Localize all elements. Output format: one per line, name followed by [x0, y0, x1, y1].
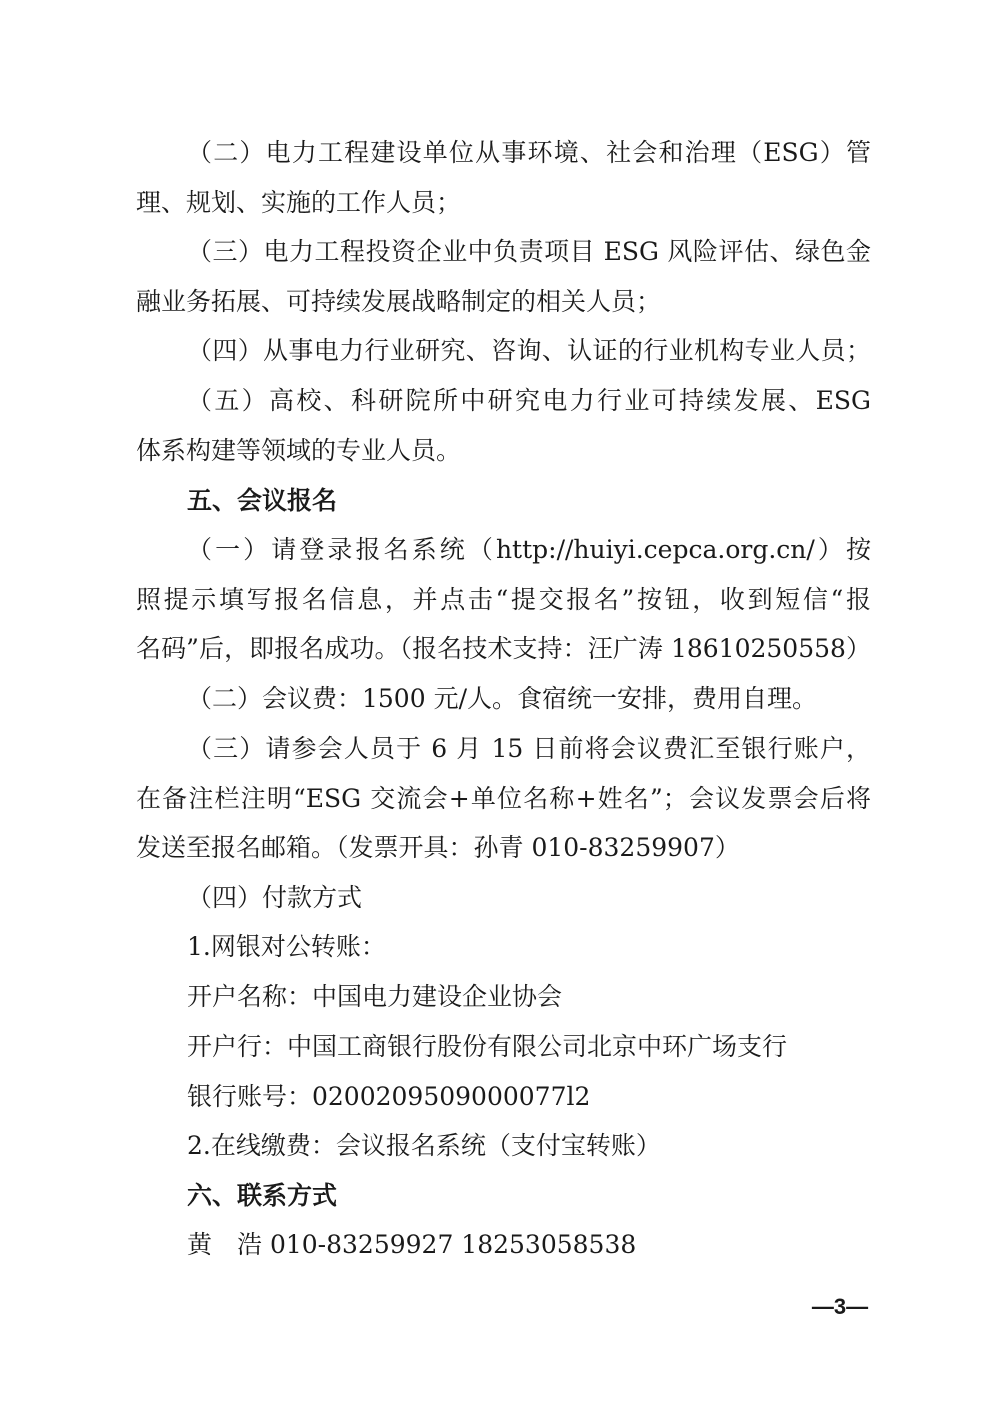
paragraph-line: （五）高校、科研院所中研究电力行业可持续发展、ESG [187, 386, 871, 415]
paragraph-line: 2.在线缴费：会议报名系统（支付宝转账） [187, 1131, 661, 1160]
paragraph-line: 在备注栏注明“ESG 交流会+单位名称+姓名”；会议发票会后将 [136, 784, 871, 813]
page-number: —3— [811, 1294, 869, 1319]
paragraph-line: 银行账号：0200209509000077l2 [187, 1082, 591, 1111]
paragraph-line: （四）从事电力行业研究、咨询、认证的行业机构专业人员； [187, 336, 871, 365]
paragraph-line: 开户名称：中国电力建设企业协会 [187, 982, 563, 1011]
paragraph-line: 黄 浩 010-83259927 18253058538 [187, 1230, 637, 1259]
paragraph-line: （二）会议费：1500 元/人。食宿统一安排，费用自理。 [187, 684, 817, 713]
paragraph-line: 体系构建等领域的专业人员。 [136, 436, 462, 465]
paragraph-line: 名码”后，即报名成功。（报名技术支持：汪广涛 18610250558） [136, 634, 871, 663]
paragraph-line: 发送至报名邮箱。（发票开具：孙青 010-83259907） [136, 833, 740, 862]
section-heading: 六、联系方式 [187, 1181, 338, 1210]
paragraph-line: （三）电力工程投资企业中负责项目 ESG 风险评估、绿色金 [187, 237, 871, 266]
paragraph-line: （一）请登录报名系统（http://huiyi.cepca.org.cn/）按 [187, 535, 871, 564]
paragraph-line: 理、规划、实施的工作人员； [136, 188, 462, 217]
paragraph-line: 融业务拓展、可持续发展战略制定的相关人员； [136, 287, 662, 316]
paragraph-line: 1.网银对公转账： [187, 932, 386, 961]
paragraph-line: 照提示填写报名信息，并点击“提交报名”按钮，收到短信“报 [136, 585, 871, 614]
paragraph-line: 开户行：中国工商银行股份有限公司北京中环广场支行 [187, 1032, 788, 1061]
paragraph-line: （四）付款方式 [187, 883, 363, 912]
paragraph-line: （二）电力工程建设单位从事环境、社会和治理（ESG）管 [187, 138, 871, 167]
section-heading: 五、会议报名 [187, 486, 338, 515]
paragraph-line: （三）请参会人员于 6 月 15 日前将会议费汇至银行账户， [187, 734, 871, 763]
